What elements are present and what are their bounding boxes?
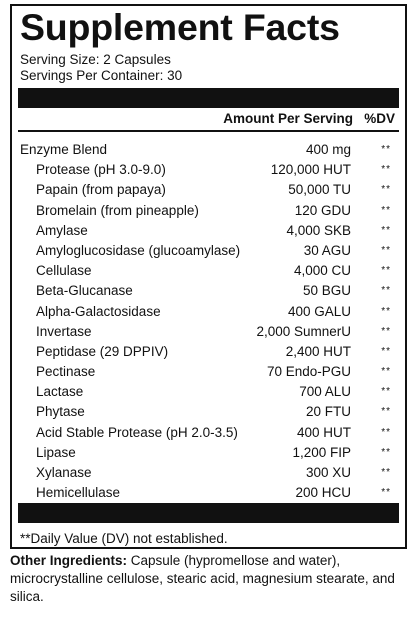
ingredient-dv: ** [381, 467, 391, 478]
ingredient-row [18, 281, 399, 301]
ingredient-name: Amylase [36, 222, 88, 238]
ingredient-row [18, 402, 399, 422]
ingredient-list [18, 140, 399, 503]
ingredient-dv: ** [381, 325, 391, 337]
ingredient-amount: 30 AGU [303, 242, 351, 258]
ingredient-dv: ** [381, 184, 391, 196]
ingredient-row [18, 201, 399, 221]
ingredient-row [18, 342, 399, 362]
ingredient-row [18, 160, 399, 180]
dv-header: %DV [364, 111, 395, 126]
ingredient-amount: 20 FTU [305, 404, 351, 420]
ingredient-amount: 400 mg [305, 142, 351, 157]
ingredient-amount: 400 HUT [296, 424, 351, 440]
ingredient-amount: 70 Endo-PGU [266, 364, 351, 380]
ingredient-amount: 1,200 FIP [292, 444, 351, 460]
ingredient-dv: ** [381, 426, 391, 438]
ingredient-name: Papain (from papaya) [36, 182, 166, 198]
ingredient-name: Hemicellulase [36, 485, 121, 501]
ingredient-dv: ** [381, 285, 391, 297]
ingredient-dv: ** [381, 265, 391, 277]
ingredient-name: Amyloglucosidase (glucoamylase) [36, 242, 241, 258]
ingredient-row [18, 483, 399, 503]
ingredient-amount: 4,000 SKB [286, 222, 351, 238]
ingredient-dv: ** [381, 144, 391, 155]
ingredient-name: Protease (pH 3.0-9.0) [36, 162, 166, 178]
ingredient-dv: ** [381, 345, 391, 357]
ingredient-dv: ** [381, 204, 391, 216]
ingredient-amount: 120 GDU [294, 202, 351, 218]
ingredient-amount: 2,000 SumnerU [256, 323, 351, 339]
ingredient-name: Peptidase (29 DPPIV) [36, 343, 169, 359]
ingredient-amount: 2,400 HUT [285, 343, 351, 359]
panel-title: Supplement Facts [20, 6, 340, 48]
ingredient-name: Beta-Glucanase [36, 283, 133, 299]
ingredient-dv: ** [381, 386, 391, 398]
ingredient-row [18, 322, 399, 342]
ingredient-name: Bromelain (from pineapple) [36, 202, 199, 218]
blend-row [18, 140, 399, 160]
servings-per-container: Servings Per Container: 30 [20, 68, 183, 83]
ingredient-amount: 700 ALU [299, 384, 351, 400]
serving-size: Serving Size: 2 Capsules [20, 52, 171, 67]
ingredient-name: Enzyme Blend [20, 142, 108, 157]
ingredient-amount: 400 GALU [287, 303, 351, 319]
dv-footnote: **Daily Value (DV) not established. [20, 531, 228, 546]
ingredient-row [18, 241, 399, 261]
ingredient-amount: 200 HCU [295, 485, 351, 501]
ingredient-amount: 4,000 CU [293, 263, 351, 279]
ingredient-row [18, 221, 399, 241]
ingredient-name: Xylanase [36, 465, 92, 480]
ingredient-row [18, 423, 399, 443]
column-header-row [18, 110, 399, 132]
ingredient-amount: 50,000 TU [288, 182, 351, 198]
ingredient-dv: ** [381, 446, 391, 458]
ingredient-name: Lactase [36, 384, 84, 400]
ingredient-row [18, 463, 399, 483]
other-ingredients-label: Other Ingredients: [10, 553, 128, 568]
ingredient-row [18, 302, 399, 322]
ingredient-name: Alpha-Galactosidase [36, 303, 161, 319]
ingredient-dv: ** [381, 487, 391, 499]
ingredient-name: Lipase [36, 444, 76, 460]
ingredient-name: Cellulase [36, 263, 92, 279]
other-ingredients-text: Capsule (hypromellose and water), microcrystalline cellulose, stearic acid, magnesium stearate, and silica. [10, 553, 395, 604]
top-divider-bar [18, 88, 399, 108]
other-ingredients [10, 552, 406, 606]
ingredient-name: Pectinase [36, 364, 96, 380]
ingredient-amount: 50 BGU [302, 283, 351, 299]
ingredient-name: Invertase [36, 323, 92, 339]
ingredient-amount: 120,000 HUT [270, 162, 351, 178]
ingredient-row [18, 443, 399, 463]
ingredient-name: Acid Stable Protease (pH 2.0-3.5) [36, 424, 238, 440]
amount-per-serving-header: Amount Per Serving [223, 111, 353, 126]
supplement-facts-panel [10, 4, 407, 549]
ingredient-dv: ** [381, 406, 391, 418]
ingredient-dv: ** [381, 305, 391, 317]
ingredient-dv: ** [381, 244, 391, 256]
ingredient-name: Phytase [36, 404, 85, 420]
ingredient-row [18, 382, 399, 402]
ingredient-dv: ** [381, 366, 391, 378]
bottom-divider-bar [18, 503, 399, 523]
ingredient-dv: ** [381, 224, 391, 236]
ingredient-dv: ** [381, 164, 391, 176]
ingredient-row [18, 362, 399, 382]
ingredient-row [18, 261, 399, 281]
ingredient-row [18, 180, 399, 200]
ingredient-amount: 300 XU [305, 465, 351, 480]
